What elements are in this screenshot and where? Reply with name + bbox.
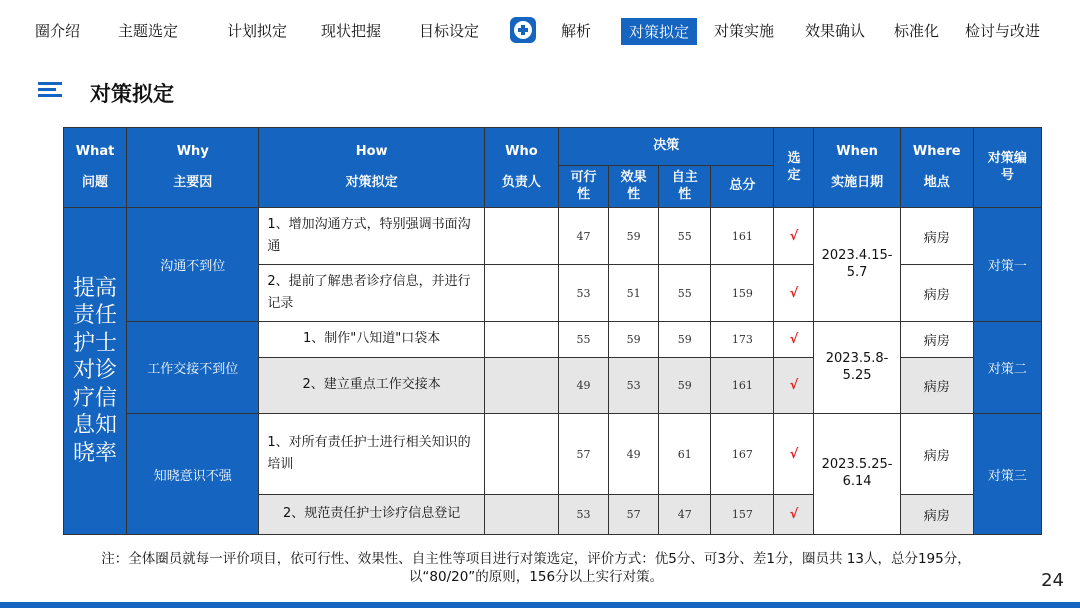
how-cell: 1、对所有责任护士进行相关知识的培训 bbox=[259, 414, 484, 495]
feasibility-score: 47 bbox=[558, 208, 608, 265]
effectiveness-score: 59 bbox=[609, 322, 659, 358]
where-cell: 病房 bbox=[900, 414, 973, 495]
top-nav bbox=[0, 14, 1080, 48]
header-effectiveness: 效果性 bbox=[609, 166, 659, 208]
when-cell: 2023.4.15-5.7 bbox=[814, 208, 900, 322]
selected-check: √ bbox=[774, 265, 814, 322]
total-score: 161 bbox=[711, 208, 774, 265]
page-number: 24 bbox=[1041, 570, 1064, 591]
when-cell: 2023.5.25-6.14 bbox=[814, 414, 900, 535]
header-when: When 实施日期 bbox=[814, 128, 900, 208]
bottom-bar bbox=[0, 602, 1080, 608]
selected-check: √ bbox=[774, 322, 814, 358]
nav-item-effect[interactable]: 效果确认 bbox=[805, 22, 866, 40]
feasibility-score: 49 bbox=[558, 358, 608, 414]
footnote: 注：全体圈员就每一评价项目，依可行性、效果性、自主性等项目进行对策选定，评价方式：优5分、可3分、差1分，圈员共 13人，总分195分，以“80/20”的原则，156分以上实行对策。 bbox=[101, 551, 971, 585]
nav-item-implementation[interactable]: 对策实施 bbox=[714, 22, 775, 40]
selected-check: √ bbox=[774, 358, 814, 414]
total-score: 173 bbox=[711, 322, 774, 358]
when-cell: 2023.5.8-5.25 bbox=[814, 322, 900, 414]
feasibility-score: 53 bbox=[558, 265, 608, 322]
effectiveness-score: 59 bbox=[609, 208, 659, 265]
autonomy-score: 59 bbox=[659, 358, 711, 414]
who-cell bbox=[484, 208, 558, 265]
where-cell: 病房 bbox=[900, 495, 973, 535]
total-score: 157 bbox=[711, 495, 774, 535]
who-cell bbox=[484, 322, 558, 358]
measures-table bbox=[63, 127, 1042, 535]
how-cell: 1、增加沟通方式，特别强调书面沟通 bbox=[259, 208, 484, 265]
effectiveness-score: 51 bbox=[609, 265, 659, 322]
header-why: Why 主要因 bbox=[127, 128, 259, 208]
feasibility-score: 57 bbox=[558, 414, 608, 495]
nav-item-plan[interactable]: 计划拟定 bbox=[227, 22, 288, 40]
where-cell: 病房 bbox=[900, 208, 973, 265]
nav-item-review[interactable]: 检讨与改进 bbox=[965, 22, 1041, 40]
selected-check: √ bbox=[774, 208, 814, 265]
effectiveness-score: 57 bbox=[609, 495, 659, 535]
total-score: 167 bbox=[711, 414, 774, 495]
feasibility-score: 55 bbox=[558, 322, 608, 358]
autonomy-score: 47 bbox=[659, 495, 711, 535]
autonomy-score: 55 bbox=[659, 208, 711, 265]
cause-cell: 沟通不到位 bbox=[127, 208, 259, 322]
problem-cell: 提高责任护士对诊疗信息知晓率 bbox=[64, 208, 127, 535]
nav-item-theme-selection[interactable]: 主题选定 bbox=[118, 22, 179, 40]
menu-icon bbox=[38, 82, 62, 98]
total-score: 159 bbox=[711, 265, 774, 322]
selected-check: √ bbox=[774, 495, 814, 535]
header-total: 总分 bbox=[711, 166, 774, 208]
feasibility-score: 53 bbox=[558, 495, 608, 535]
header-select: 选定 bbox=[774, 128, 814, 208]
cause-cell: 知晓意识不强 bbox=[127, 414, 259, 535]
measure-no-cell: 对策一 bbox=[973, 208, 1041, 322]
header-where: Where 地点 bbox=[900, 128, 973, 208]
where-cell: 病房 bbox=[900, 322, 973, 358]
who-cell bbox=[484, 358, 558, 414]
how-cell: 1、制作"八知道"口袋本 bbox=[259, 322, 484, 358]
autonomy-score: 59 bbox=[659, 322, 711, 358]
effectiveness-score: 53 bbox=[609, 358, 659, 414]
effectiveness-score: 49 bbox=[609, 414, 659, 495]
plus-icon[interactable] bbox=[510, 17, 536, 43]
cause-cell: 工作交接不到位 bbox=[127, 322, 259, 414]
page-title: 对策拟定 bbox=[90, 82, 174, 106]
measure-no-cell: 对策二 bbox=[973, 322, 1041, 414]
total-score: 161 bbox=[711, 358, 774, 414]
nav-item-status[interactable]: 现状把握 bbox=[321, 22, 382, 40]
header-who: Who 负责人 bbox=[484, 128, 558, 208]
nav-item-standardization[interactable]: 标准化 bbox=[894, 22, 940, 40]
selected-check: √ bbox=[774, 414, 814, 495]
header-what: What 问题 bbox=[64, 128, 127, 208]
nav-item-analysis[interactable]: 解析 bbox=[561, 22, 592, 40]
how-cell: 2、建立重点工作交接本 bbox=[259, 358, 484, 414]
autonomy-score: 61 bbox=[659, 414, 711, 495]
how-cell: 2、规范责任护士诊疗信息登记 bbox=[259, 495, 484, 535]
nav-item-target[interactable]: 目标设定 bbox=[419, 22, 480, 40]
header-feasibility: 可行性 bbox=[558, 166, 608, 208]
autonomy-score: 55 bbox=[659, 265, 711, 322]
who-cell bbox=[484, 414, 558, 495]
where-cell: 病房 bbox=[900, 265, 973, 322]
measure-no-cell: 对策三 bbox=[973, 414, 1041, 535]
how-cell: 2、提前了解患者诊疗信息，并进行记录 bbox=[259, 265, 484, 322]
nav-item-circle-intro[interactable]: 圈介绍 bbox=[35, 22, 81, 40]
who-cell bbox=[484, 495, 558, 535]
header-how: How 对策拟定 bbox=[259, 128, 484, 208]
header-autonomy: 自主性 bbox=[659, 166, 711, 208]
header-decision: 决策 bbox=[558, 128, 773, 166]
where-cell: 病房 bbox=[900, 358, 973, 414]
header-measure-no: 对策编号 bbox=[973, 128, 1041, 208]
who-cell bbox=[484, 265, 558, 322]
nav-item-measures-active[interactable]: 对策拟定 bbox=[621, 18, 697, 45]
